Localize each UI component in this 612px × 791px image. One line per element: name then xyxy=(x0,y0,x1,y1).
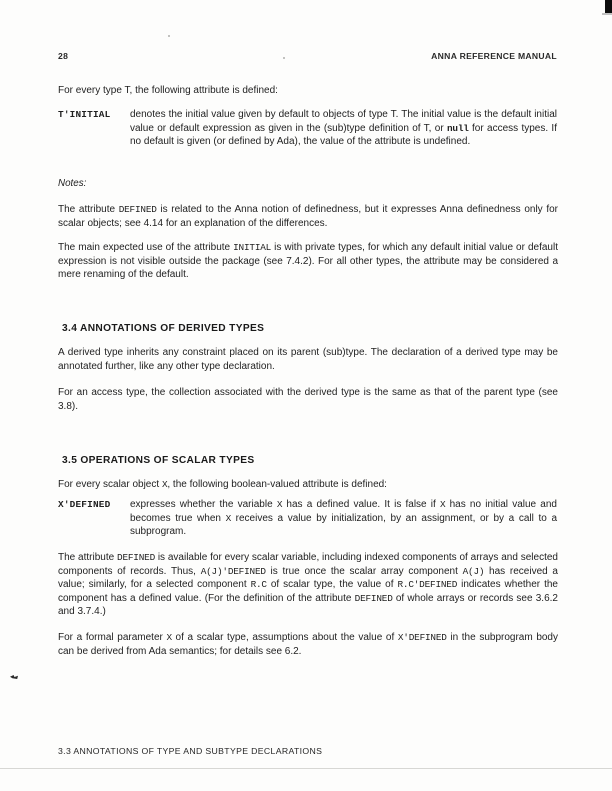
page-header xyxy=(58,50,557,64)
note-defined-paragraph: The attribute DEFINED is related to the Anna notion of definedness, but it expresses Anna definedness only for scalar objects; see 4.14 for an explanation of the differences. xyxy=(58,204,559,229)
notes-label: Notes: xyxy=(58,178,87,189)
scalar-intro-paragraph: For every scalar object X, the following boolean-valued attribute is defined: xyxy=(58,479,387,490)
scan-speck xyxy=(283,57,285,59)
scan-artifact-page-edge xyxy=(0,768,612,769)
defined-available-paragraph: The attribute DEFINED is available for every scalar variable, including indexed components of arrays and selected components of records. Thus, A(J)'DEFINED is true once the scalar array component A(J) has received a value; similarly, for a selected component R.C of scalar type, the value of R.C'DEFINED indicates whether the component has a defined value. (For the definition of the attribute DEFINED of whole arrays or records see 3.6.2 and 3.7.4.) xyxy=(58,552,558,617)
formal-parameter-paragraph: For a formal parameter X of a scalar type, assumptions about the value of X'DEFINED in the subprogram body can be derived from Ada semantics; for details see 6.2. xyxy=(58,632,558,657)
attribute-definition-t-initial: denotes the initial value given by default to objects of type T. The initial value is the default initial value or default expression as given in the (sub)type definition of T, or null for access types. If no default is given (or defined by Ada), the value of the attribute is undefined. xyxy=(130,109,557,147)
derived-type-paragraph: A derived type inherits any constraint placed on its parent (sub)type. The declaration of a derived type may be annotated further, like any other type declaration. xyxy=(58,347,558,372)
scan-speck xyxy=(168,35,170,37)
scan-artifact-pen-mark xyxy=(10,674,18,679)
definition-t-initial xyxy=(58,108,557,149)
section-heading-3-5: 3.5 OPERATIONS OF SCALAR TYPES xyxy=(62,455,255,467)
scan-artifact-corner-smudge xyxy=(602,13,612,15)
scan-artifact-corner-mark xyxy=(605,0,612,13)
attribute-definition-x-defined: expresses whether the variable X has a defined value. It is false if X has no initial value and becomes true when X receives a value by initialization, by an assignment, or by a call to a subprogram. xyxy=(130,499,557,537)
note-initial-paragraph: The main expected use of the attribute INITIAL is with private types, for which any default initial value or default expression is not visible outside the package (see 7.4.2). For all other types, the attribute may be considered a mere renaming of the default. xyxy=(58,242,558,280)
footer-section-label: 3.3 ANNOTATIONS OF TYPE AND SUBTYPE DECLARATIONS xyxy=(58,746,323,756)
running-title: ANNA REFERENCE MANUAL xyxy=(431,51,557,61)
section-heading-3-4: 3.4 ANNOTATIONS OF DERIVED TYPES xyxy=(62,323,265,335)
attribute-term-t-initial: T'INITIAL xyxy=(58,109,111,120)
page-number: 28 xyxy=(58,51,69,61)
intro-paragraph: For every type T, the following attribute is defined: xyxy=(58,85,278,96)
page-footer xyxy=(58,745,558,759)
definition-x-defined xyxy=(58,498,557,539)
attribute-term-x-defined: X'DEFINED xyxy=(58,499,111,510)
access-type-paragraph: For an access type, the collection associated with the derived type is the same as that of the parent type (see 3.8). xyxy=(58,387,558,412)
